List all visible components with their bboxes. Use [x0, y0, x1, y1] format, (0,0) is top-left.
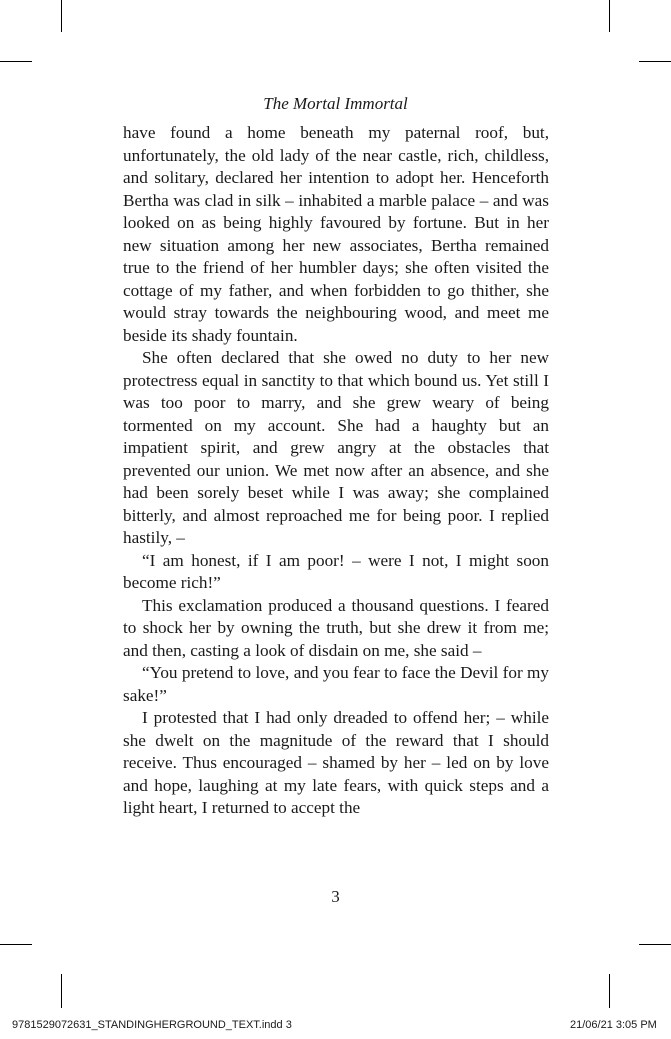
page-number: 3: [331, 887, 340, 906]
slug-file-name: 9781529072631_STANDINGHERGROUND_TEXT.indd 3: [12, 1019, 292, 1031]
crop-mark-top-left-horizontal: [0, 61, 32, 62]
paragraph: She often declared that she owed no duty to her new protectress equal in sanctity to that which bound us. Yet still I was too poor to marry, and she grew weary of being tormented on my account. She had a haughty but an impatient spirit, and grew angry at the obstacles that prevented our union. We met now after an absence, and she had been sorely beset while I was away; she complained bitterly, and almost reproached me for being poor. I replied hastily, –: [123, 348, 549, 547]
paragraph: “I am honest, if I am poor! – were I not, I might soon become rich!”: [123, 550, 549, 592]
crop-mark-bottom-right: [609, 974, 610, 1008]
crop-mark-bottom-left-horizontal: [0, 944, 32, 945]
paragraph: “You pretend to love, and you fear to face the Devil for my sake!”: [123, 663, 549, 705]
running-head: The Mortal Immortal: [263, 94, 408, 113]
crop-mark-top-right-horizontal: [639, 61, 671, 62]
crop-mark-bottom-left: [61, 974, 62, 1008]
crop-mark-top-right: [609, 0, 610, 32]
body-text: [123, 122, 549, 820]
paragraph: have found a home beneath my paternal roof, but, unfortunately, the old lady of the near castle, rich, childless, and solitary, declared her intention to adopt her. Henceforth Bertha was clad in silk – inhabited a marble palace – and was looked on as being highly favoured by fortune. But in her new situation among her new associates, Bertha remained true to the friend of her humbler days; she often visited the cottage of my father, and when forbidden to go thither, she would stray towards the neighbouring wood, and meet me beside its shady fountain.: [123, 123, 549, 345]
crop-mark-top-left: [61, 0, 62, 32]
crop-mark-bottom-right-horizontal: [639, 944, 671, 945]
paragraph: This exclamation produced a thousand questions. I feared to shock her by owning the truth, but she drew it from me; and then, casting a look of disdain on me, she said –: [123, 595, 549, 660]
paragraph: I protested that I had only dreaded to offend her; – while she dwelt on the magnitude of the reward that I should receive. Thus encouraged – shamed by her – led on by love and hope, laughing at my late fears, with quick steps and a light heart, I returned to accept the: [123, 708, 549, 817]
slug-date-time: 21/06/21 3:05 PM: [570, 1019, 657, 1031]
